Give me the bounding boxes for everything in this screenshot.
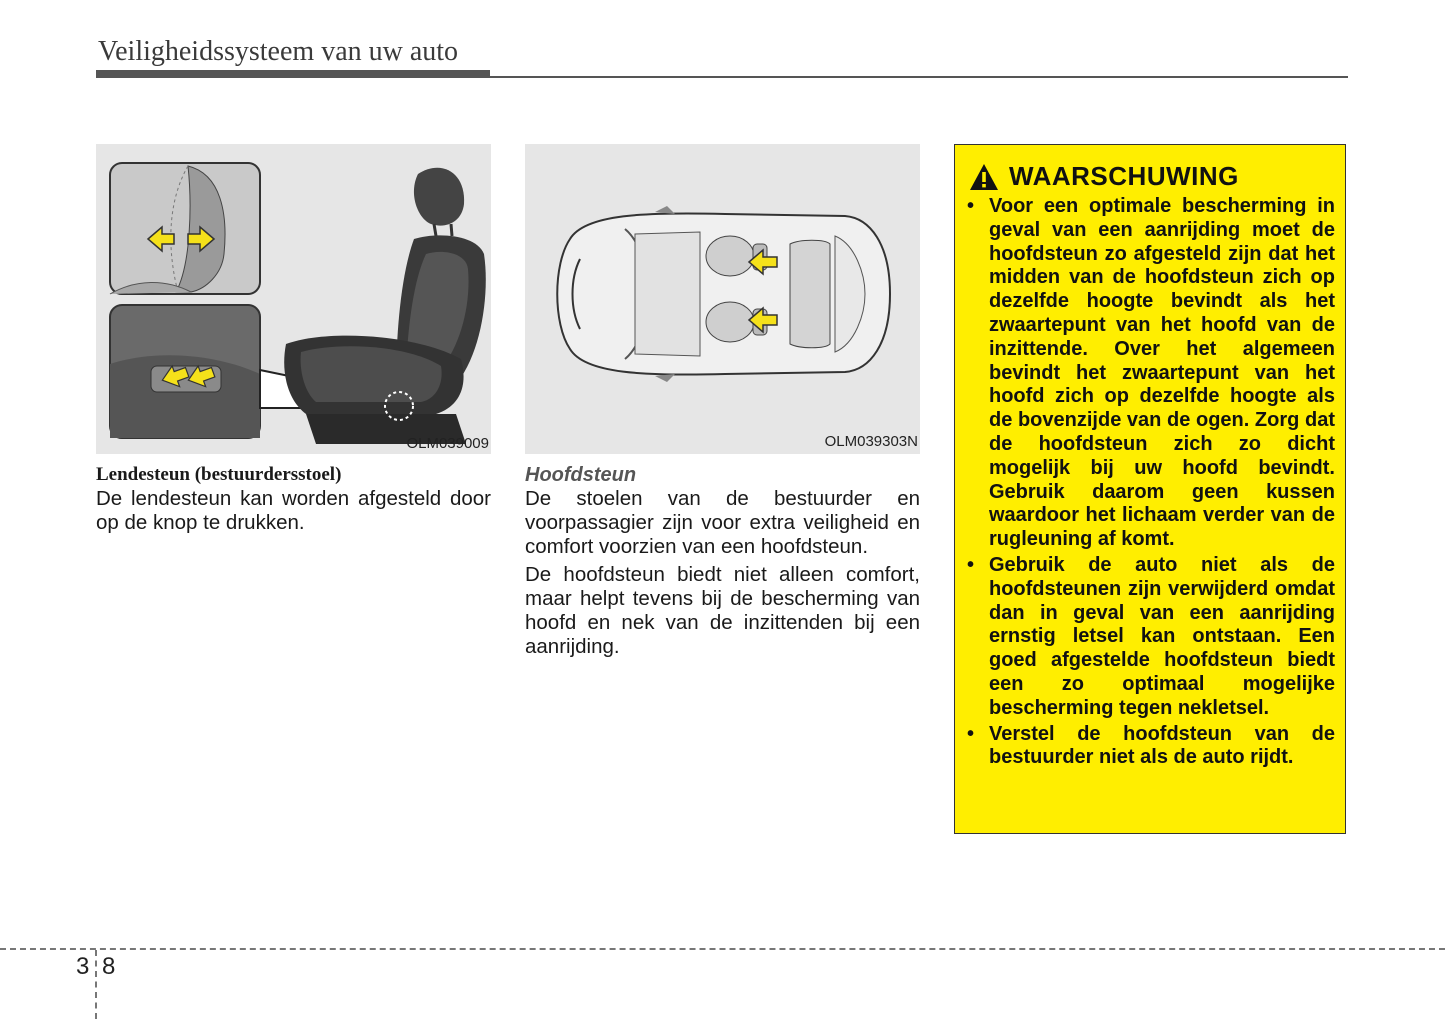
figure-code-car: OLM039303N: [824, 433, 918, 450]
bullet-icon: •: [967, 195, 975, 217]
lumbar-section: [96, 463, 491, 535]
headrest-section: [525, 463, 920, 659]
warning-list: [967, 195, 1335, 772]
car-headrest-figure: [525, 144, 920, 454]
page-number: 8: [102, 953, 116, 980]
warning-item: • Gebruik de auto niet als de hoofdsteunen zijn verwijderd omdat dan in geval van een aanrijding ernstig letsel kan ontstaan. Een goed afgestelde hoofdsteun biedt een zo optimaal mogelijke bescherming tegen nekletsel.: [967, 553, 1335, 719]
bullet-icon: •: [967, 553, 975, 576]
car-top-view-illustration: [525, 144, 920, 454]
seat-illustration: [96, 144, 491, 454]
lumbar-title: Lendesteun (bestuurdersstoel): [96, 464, 342, 485]
warning-triangle-icon: [969, 163, 999, 191]
footer-vertical-dash: [95, 950, 97, 1019]
warning-item: • Verstel de hoofdsteun van de bestuurder niet als de auto rijdt.: [967, 722, 1335, 769]
seat-lumbar-figure: [96, 144, 491, 454]
warning-title: WAARSCHUWING: [1009, 161, 1239, 191]
footer-dashed-rule: [0, 948, 1445, 950]
headrest-paragraph-2: De hoofdsteun biedt niet alleen comfort, maar helpt tevens bij de bescherming van hoofd en nek van de inzittenden bij een aanrijding.: [525, 563, 920, 658]
figure-code-seat: OLM039009: [406, 435, 489, 452]
bullet-icon: •: [967, 722, 975, 745]
lumbar-text: De lendesteun kan worden afgesteld door op de knop te drukken.: [96, 487, 491, 534]
chapter-number: 3: [76, 953, 90, 980]
warning-box: [954, 144, 1346, 834]
header-rule-thin: [96, 76, 1348, 78]
headrest-paragraph-1: De stoelen van de bestuurder en voorpassagier zijn voor extra veiligheid en comfort voorzien van een hoofdsteun.: [525, 487, 920, 558]
page-header-title: Veiligheidssysteem van uw auto: [98, 36, 459, 67]
warning-header: [969, 161, 1239, 192]
headrest-title: Hoofdsteun: [525, 464, 637, 486]
warning-item: • Voor een optimale bescherming in geval van een aanrijding moet de hoofdsteun zo afgesteld zijn dat het midden van de hoofdsteun zich op dezelfde hoogte bevindt als het zwaartepunt van het hoofd van de inzittende. Over het algemeen bevindt het zwaartepunt van het hoofd zich op dezelfde hoogte als de bovenzijde van de ogen. Zorg dat de hoofdsteun zich zo dicht mogelijk bij uw hoofd bevindt. Gebruik daarom geen kussen waardoor het lichaam verder van de rugleuning af komt.: [967, 195, 1335, 551]
